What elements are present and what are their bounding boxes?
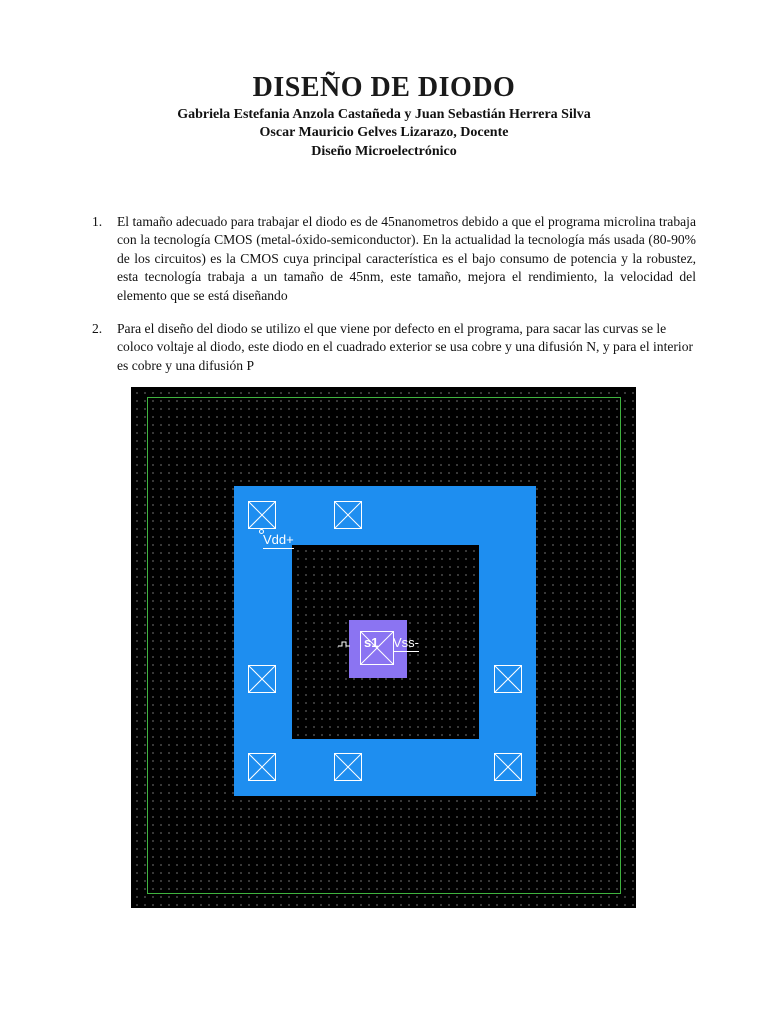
contact-icon (494, 753, 522, 781)
contact-icon (334, 501, 362, 529)
list-item-number: 1. (92, 214, 103, 229)
course-line: Diseño Microelectrónico (311, 144, 457, 159)
list-item-text: El tamaño adecuado para trabajar el diodo es de 45nanometros debido a que el programa microlina trabaja con la tecnología CMOS (metal-óxido-semiconductor). En la actualidad la tecnología más usada (80-90% de los circuitos) es la CMOS cuya principal característica es el bajo consumo de potencia y la robustez, esta tecnología trabaja a un tamaño de 45nm, este tamaño, mejora el rendimiento, la velocidad del elemento que se está diseñando (117, 214, 696, 303)
contact-icon (494, 665, 522, 693)
list-item-text: Para el diseño del diodo se utilizo el que viene por defecto en el programa, para sacar las curvas se le coloco voltaje al diodo, este diodo en el cuadrado exterior se usa cobre y una difusión N, y para el interior es cobre y una difusión P (117, 321, 694, 373)
vss-label: Vss- (393, 635, 419, 650)
diode-layout-figure (131, 387, 636, 908)
supervisor-line: Oscar Mauricio Gelves Lizarazo, Docente (259, 125, 509, 140)
s1-label: s1 (364, 635, 379, 650)
list-item-number: 2. (92, 321, 103, 336)
contact-icon (248, 753, 276, 781)
list-item (92, 320, 696, 375)
document-title: DISEÑO DE DIODO (252, 72, 516, 103)
contact-icon (248, 501, 276, 529)
vdd-label: Vdd+ (263, 532, 294, 547)
pin-marker-icon (338, 641, 350, 647)
list-item (92, 213, 696, 305)
authors-line: Gabriela Estefania Anzola Castañeda y Juan Sebastián Herrera Silva (177, 107, 591, 122)
contact-icon (334, 753, 362, 781)
contact-icon (248, 665, 276, 693)
